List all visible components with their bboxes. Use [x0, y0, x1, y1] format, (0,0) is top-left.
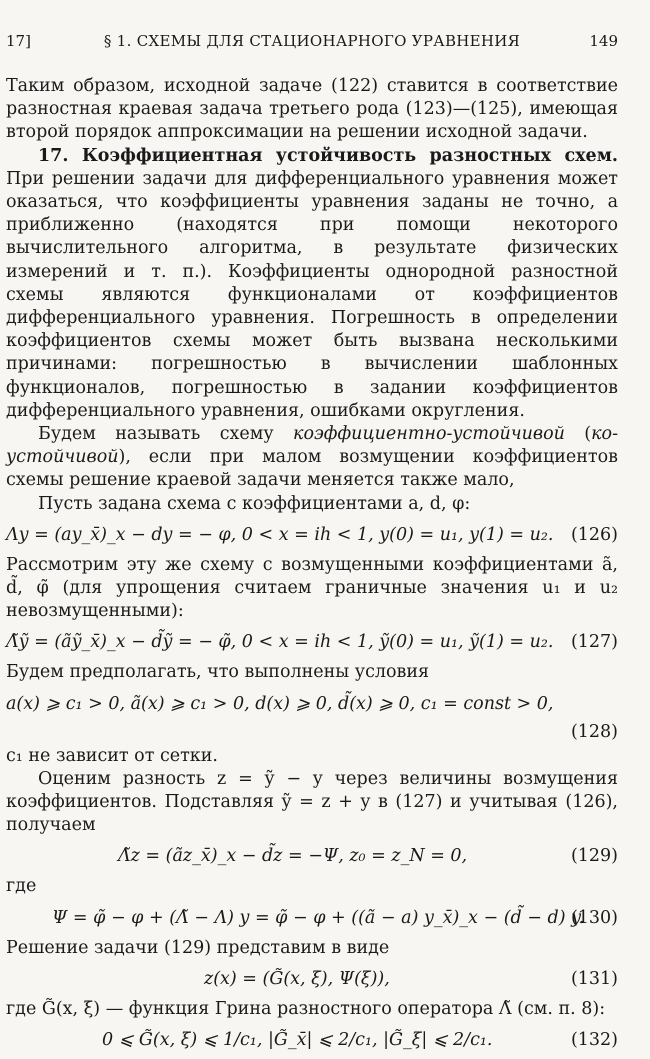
equation-128: [6, 689, 618, 719]
equation-131-formula: z(x) = (G̃(x, ξ), Ψ(ξ)),: [204, 968, 390, 989]
term-co-stable: ко-устойчивой: [6, 424, 619, 468]
paragraph-7: c₁ не зависит от сетки.: [6, 745, 218, 766]
term-coef-stable: коэффициентно-устойчивой: [293, 424, 565, 445]
equation-128-formula: a(x) ⩾ c₁ > 0, ã(x) ⩾ c₁ > 0, d(x) ⩾ 0, d̃(x) ⩾ 0, c₁ = const > 0,: [6, 693, 554, 714]
equation-126-formula: Λy = (ay_x̄)_x − dy = − φ, 0 < x = ih < 1, y(0) = u₁, y(1) = u₂.: [6, 524, 554, 545]
paragraph-2: [6, 145, 618, 423]
running-header: [6, 32, 618, 54]
p3-part-a: Будем называть схему: [38, 424, 293, 445]
equation-132: [6, 1025, 618, 1055]
equation-130: [6, 903, 618, 933]
paragraph-9: где: [6, 876, 37, 897]
equation-130-number: (130): [570, 907, 618, 928]
page-body: [6, 75, 618, 1059]
equation-129-number: (129): [570, 846, 618, 867]
equation-129: [6, 841, 618, 871]
page-number: 149: [589, 32, 618, 50]
p3-part-c: ), если при малом возмущении коэффициентов схемы решение краевой задачи меняется также мало,: [6, 447, 618, 491]
p3-part-b: (: [564, 424, 592, 445]
equation-130-formula: Ψ = φ̃ − φ + (Λ̃ − Λ) y = φ̃ − φ + ((ã − a) y_x̄)_x − (d̃ − d) y.: [52, 907, 585, 928]
equation-132-formula: 0 ⩽ G̃(x, ξ) ⩽ 1/c₁, |G̃_x̄| ⩽ 2/c₁, |G̃_ξ| ⩽ 2/c₁.: [102, 1030, 493, 1051]
equation-126-number: (126): [570, 524, 618, 545]
equation-128-number: (128): [570, 721, 618, 742]
equation-127: [6, 627, 618, 657]
paragraph-6: Будем предполагать, что выполнены условия: [6, 662, 430, 683]
paragraph-2-text: При решении задачи для дифференциального уравнения может оказаться, что коэффициенты уравнения заданы не точно, а приближенно (находятся при помощи некоторого вычислительного алгоритма, в результате физических измерений и т. п.). Коэффициенты однородной разностной схемы являются функционалами от коэффициентов дифференциального уравнения. Погрешность в определении коэффициентов схемы может быть вызвана несколькими причинами: погрешностью в вычислении шаблонных функционалов, погрешностью в задании коэффициентов дифференциального уравнения, ошибками округления.: [6, 168, 618, 421]
equation-132-number: (132): [570, 1030, 618, 1051]
equation-131: [6, 964, 618, 994]
equation-131-number: (131): [570, 968, 618, 989]
paragraph-8: Оценим разность z = ỹ − y через величины возмущения коэффициентов. Подставляя ỹ = z + y в (127) и учитывая (126), получаем: [6, 768, 618, 836]
paragraph-10: Решение задачи (129) представим в виде: [6, 937, 390, 958]
equation-127-formula: Λ̃ỹ = (ãỹ_x̄)_x − d̃ỹ = − φ̃, 0 < x = ih < 1, ỹ(0) = u₁, ỹ(1) = u₂.: [6, 632, 554, 653]
equation-129-formula: Λ̃z = (ãz_x̄)_x − d̃z = −Ψ, z₀ = z_N = 0,: [118, 846, 468, 867]
section-title: 17. Коэффициентная устойчивость разностных схем.: [38, 145, 618, 166]
section-marker: 17]: [6, 32, 31, 50]
equation-126: [6, 520, 618, 550]
paragraph-11: где G̃(x, ξ) — функция Грина разностного оператора Λ̃ (см. п. 8):: [6, 998, 606, 1019]
paragraph-5: Рассмотрим эту же схему с возмущенными коэффициентами ã, d̃, φ̃ (для упрощения считаем граничные значения u₁ и u₂ невозмущенными):: [6, 554, 618, 622]
running-title: § 1. СХЕМЫ ДЛЯ СТАЦИОНАРНОГО УРАВНЕНИЯ: [103, 32, 521, 50]
paragraph-3: [6, 423, 618, 493]
paragraph-1: Таким образом, исходной задаче (122) ставится в соответствие разностная краевая задача третьего рода (123)—(125), имеющая второй порядок аппроксимации на решении исходной задачи.: [6, 76, 618, 143]
equation-127-number: (127): [570, 632, 618, 653]
paragraph-4: Пусть задана схема с коэффициентами a, d, φ:: [38, 493, 471, 514]
